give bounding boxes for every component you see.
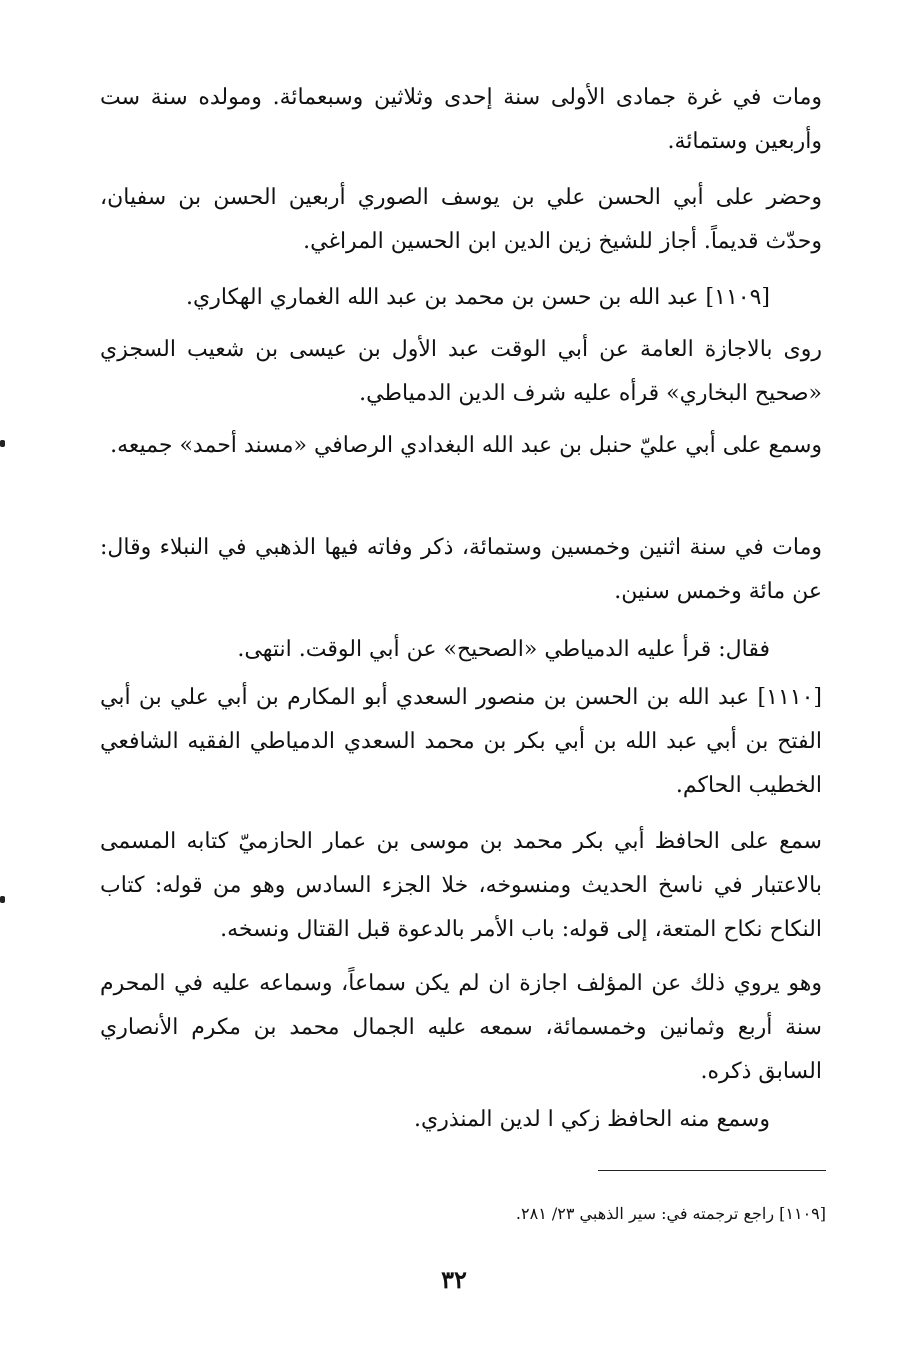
paragraph-mundhiri: وسمع منه الحافظ زكي ا لدين المنذري. bbox=[413, 1107, 770, 1132]
footnote-1109: [١١٠٩] راجع ترجمته في: سير الذهبي ٢٣/ ٢٨١. bbox=[515, 1204, 826, 1223]
paragraph-samia-hanbal: وسمع على أبي عليّ حنبل بن عبد الله البغدادي الرصافي «مسند أحمد» جميعه. bbox=[110, 433, 822, 458]
paragraph-samia-hazimi: سمع على الحافظ أبي بكر محمد بن موسى بن عمار الحازميّ كتابه المسمى بالاعتبار في ناسخ الحديث ومنسوخه، خلا الجزء السادس وهو من قوله: كتاب النكاح نكاح المتعة، إلى قوله: باب الأمر بالدعوة قبل القتال ونسخه. bbox=[100, 829, 822, 942]
footnote-divider bbox=[598, 1170, 826, 1171]
page-number: ٣٢ bbox=[441, 1265, 467, 1294]
paragraph-death-1109: ومات في سنة اثنين وخمسين وستمائة، ذكر وفاته فيها الذهبي في النبلاء وقال: عن مائة وخمس سنين. bbox=[100, 535, 822, 604]
paragraph-death-date: ومات في غرة جمادى الأولى سنة إحدى وثلاثين وسبعمائة. ومولده سنة ست وأربعين وستمائة. bbox=[100, 85, 822, 154]
scan-speck bbox=[0, 440, 5, 447]
paragraph-yarwi: وهو يروي ذلك عن المؤلف اجازة ان لم يكن سماعاً، وسماعه عليه في المحرم سنة أربع وثمانين وخمسمائة، سمعه عليه الجمال محمد بن مكرم الأنصاري السابق ذكره. bbox=[100, 971, 822, 1084]
scan-speck bbox=[0, 896, 5, 903]
paragraph-qal: فقال: قرأ عليه الدمياطي «الصحيح» عن أبي الوقت. انتهى. bbox=[237, 637, 770, 662]
paragraph-rawa: روى بالاجازة العامة عن أبي الوقت عبد الأول بن عيسى بن شعيب السجزي «صحيح البخاري» قرأه عليه شرف الدين الدمياطي. bbox=[100, 337, 822, 406]
paragraph-hadara: وحضر على أبي الحسن علي بن يوسف الصوري أربعين الحسن بن سفيان، وحدّث قديماً. أجاز للشيخ زين الدين ابن الحسين المراغي. bbox=[100, 185, 822, 254]
entry-heading-1109: [١١٠٩] عبد الله بن حسن بن محمد بن عبد الله الغماري الهكاري. bbox=[186, 285, 770, 310]
entry-heading-1110: [١١١٠] عبد الله بن الحسن بن منصور السعدي أبو المكارم بن أبي علي بن أبي الفتح بن أبي عبد الله بن أبي بكر بن محمد السعدي الدمياطي الفقيه الشافعي الخطيب الحاكم. bbox=[100, 685, 822, 798]
